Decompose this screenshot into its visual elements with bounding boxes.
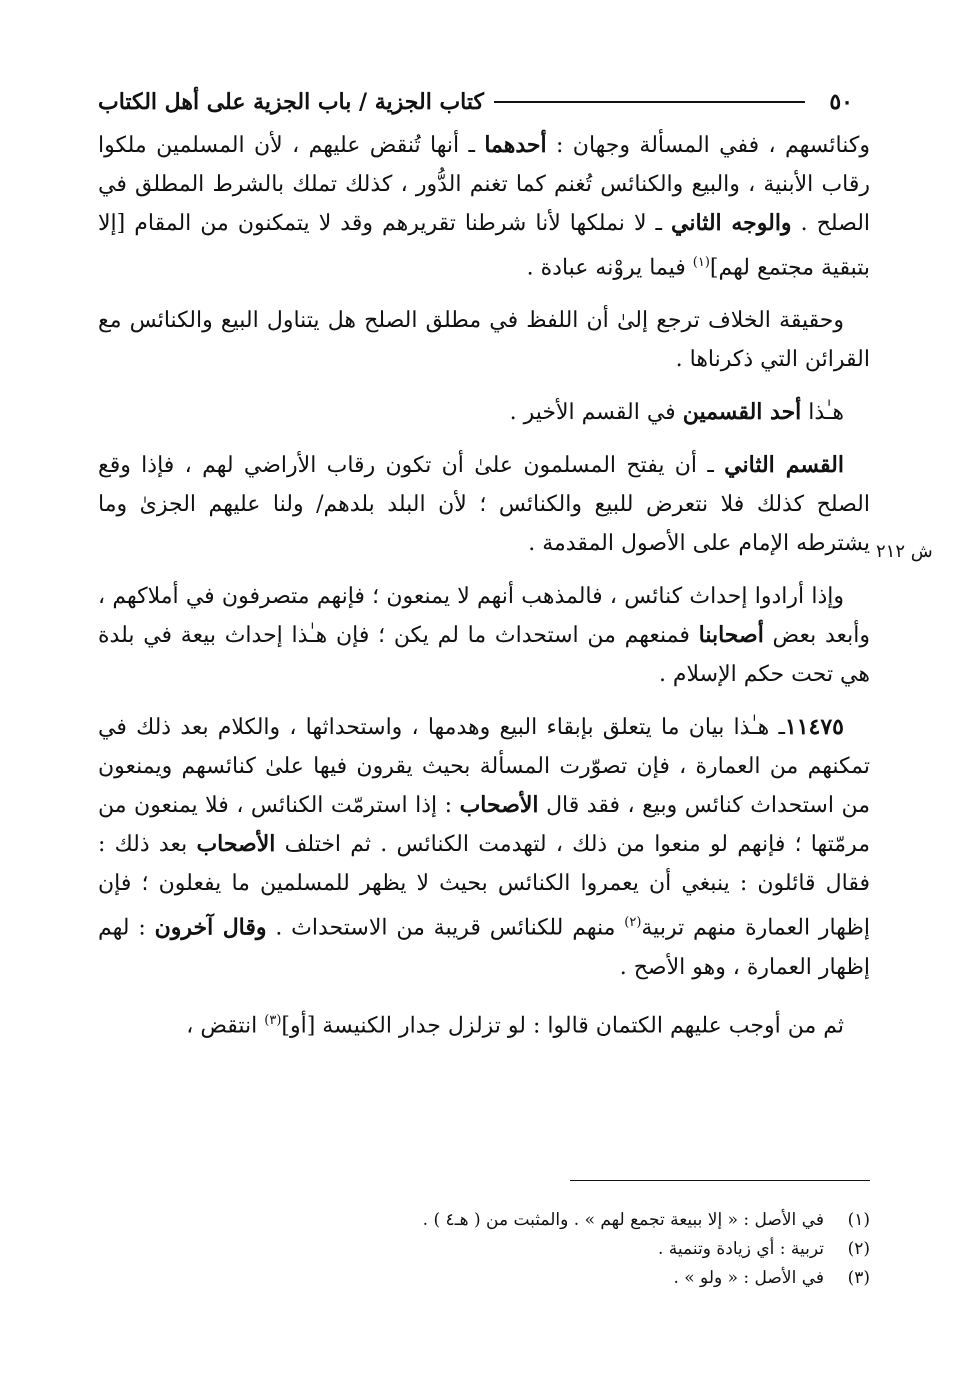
- paragraph: [98, 1001, 870, 1045]
- text-run: هـٰذا: [801, 400, 844, 426]
- footnote-text: تربية : أي زيادة وتنمية .: [657, 1239, 824, 1259]
- paragraph: [98, 577, 870, 694]
- text-run: في القسم الأخير .: [509, 400, 683, 426]
- bold-term: ١١٤٧٥: [784, 714, 844, 741]
- text-run: ـ أن يفتح المسلمون علىٰ أن تكون رقاب الأراضي لهم ، فإذا وقع الصلح كذلك فلا نتعرض للبيع والكنائس ؛ لأن البلد بلدهم/ ولنا عليهم الجزىٰ وما يشترطه الإمام على الأصول المقدمة .: [98, 453, 870, 557]
- text-run: فمنعهم من استحداث ما لم يكن ؛ فإن هـٰذا إحداث بيعة في بلدة هي تحت حكم الإسلام .: [98, 623, 870, 688]
- footnote: [98, 1235, 870, 1264]
- page-header: [98, 84, 853, 120]
- footnote: [98, 1264, 870, 1293]
- footnote-ref: (١): [692, 255, 710, 270]
- text-run: ـ أنها تُنقض عليهم ، لأن المسلمين ملكوا رقاب الأبنية ، والبيع والكنائس تُغنم كما تغنم الدُّور ، كذلك تملك بالشرط المطلق في الصلح .: [98, 133, 871, 236]
- text-run: وإذا أرادوا إحداث كنائس ، فالمذهب أنهم لا يمنعون ؛ فإنهم متصرفون في أملاكهم ، وأبعد بعض: [98, 584, 870, 649]
- text-run: ـ هـٰذا بيان ما يتعلق بإبقاء البيع وهدمها ، واستحداثها ، والكلام بعد ذلك في تمكنهم من العمارة ، فإن تصوّرت المسألة بحيث يقرون فيها علىٰ كنائسهم ويمنعون من استحداث كنائس وبيع ، فقد قال: [98, 715, 870, 819]
- text-run: بعد ذلك : فقال قائلون : ينبغي أن يعمروا الكنائس بحيث لا يظهر للمسلمين ما يفعلون ؛ فإن إظهار العمارة منهم تربية: [98, 832, 870, 941]
- text-run: : إذا استرمّت الكنائس ، فلا يمنعون من مرمّتها ؛ فإنهم لو منعوا من ذلك ، لتهدمت الكنائس . ثم اختلف: [98, 793, 870, 858]
- paragraph: [98, 301, 870, 379]
- footnote-number: (٢): [847, 1239, 870, 1259]
- header-rule: [494, 101, 805, 103]
- text-run: ـ لا نملكها لأنا شرطنا تقريرهم وقد لا يتمكنون من المقام [إلا بتبقية مجتمع لهم]: [98, 211, 870, 281]
- bold-term: الأصحاب: [459, 792, 539, 819]
- text-run: منهم للكنائس قريبة من الاستحداث .: [266, 915, 625, 941]
- footnote-text: في الأصل : « ولو » .: [673, 1268, 824, 1288]
- footnote-rule: [570, 1180, 870, 1181]
- page-number: ٥٠: [829, 89, 853, 115]
- footnote-ref: (٣): [264, 1012, 282, 1028]
- bold-term: الأصحاب: [196, 831, 276, 858]
- footnotes: [98, 1206, 870, 1293]
- bold-term: أصحابنا: [698, 622, 764, 649]
- text-run: انتقض ،: [186, 1012, 265, 1038]
- bold-term: القسم الثاني: [724, 452, 844, 479]
- bold-term: أحدهما: [484, 132, 547, 158]
- margin-note: ش ٢١٢: [876, 541, 933, 562]
- footnote-text: في الأصل : « إلا ببيعة تجمع لهم » . والمثبت من ( هـ٤ ) .: [422, 1210, 824, 1230]
- paragraph: [98, 446, 870, 563]
- paragraph: [98, 126, 870, 287]
- text-run: فيما يروْنه عبادة .: [526, 255, 693, 281]
- text-run: ثم من أوجب عليهم الكتمان قالوا : لو تزلزل جدار الكنيسة [أو]: [281, 1012, 844, 1038]
- bold-term: والوجه الثاني: [671, 210, 792, 236]
- footnote: [98, 1206, 870, 1235]
- footnote-number: (٣): [847, 1268, 870, 1288]
- text-run: وحقيقة الخلاف ترجع إلىٰ أن اللفظ في مطلق الصلح هل يتناول البيع والكنائس مع القرائن التي ذكرناها .: [98, 308, 870, 373]
- page-body: [98, 126, 870, 1059]
- text-run: وكنائسهم ، ففي المسألة وجهان :: [546, 133, 870, 158]
- footnote-ref: (٢): [624, 915, 642, 931]
- paragraph: [98, 708, 870, 986]
- paragraph: [98, 393, 870, 432]
- running-title: كتاب الجزية / باب الجزية على أهل الكتاب: [98, 89, 484, 115]
- footnote-number: (١): [847, 1210, 870, 1230]
- bold-term: وقال آخرون: [154, 914, 267, 941]
- text-run: : لهم إظهار العمارة ، وهو الأصح .: [98, 915, 870, 980]
- bold-term: أحد القسمين: [682, 399, 802, 426]
